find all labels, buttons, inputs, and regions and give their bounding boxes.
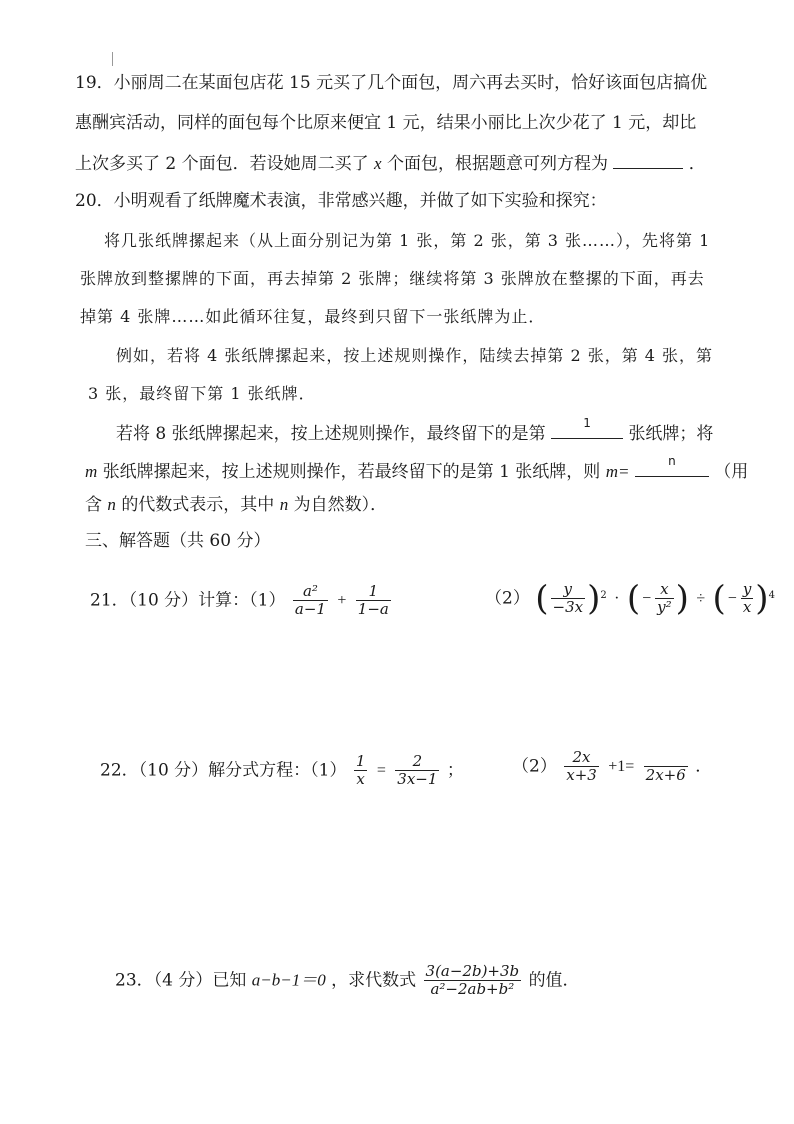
q22-frac-left-den: x <box>354 770 368 788</box>
q20-q2-text: 张纸牌摞起来，按上述规则操作，若最终留下的是第 1 张纸牌，则 <box>102 462 601 482</box>
q20-rule-line-2: 张牌放到整摞牌的下面，再去掉第 2 张牌；继续将第 3 张牌放在整摞的下面，再去 <box>80 269 705 288</box>
q20-example-line-2: 3 张，最终留下第 1 张纸牌． <box>88 384 316 403</box>
q20-var-m: m <box>85 462 98 481</box>
q21-label-2: （2） <box>485 588 530 609</box>
q21-p2-frac-1-num: y <box>563 580 573 598</box>
q21-p2-frac-2-den: y² <box>657 598 672 616</box>
q20-var-n-2: n <box>279 495 289 514</box>
q21-plus: + <box>337 591 347 609</box>
q20-q3-mid: 的代数式表示，其中 <box>121 495 275 515</box>
q22-frac-right-den: 3x−1 <box>397 770 438 788</box>
q20-question-line-1 <box>116 416 714 445</box>
q22-frac-left-num: 1 <box>355 752 366 770</box>
q19-text-pre: 上次多买了 2 个面包．若设她周二买了 <box>75 154 369 174</box>
q19-answer-blank[interactable] <box>613 150 683 169</box>
q22-plus-one: +1= <box>608 757 635 775</box>
q21-part-2: （2） ( $\frac{y}{-3x}$ )$^2$ · ( − $\frac{x}{\text{y²}}$ ) ÷ ( − $\frac{y}{x}$ )$^4$ <box>485 578 775 619</box>
q20-question-line-2 <box>85 454 749 483</box>
q22-part-1 <box>100 750 464 791</box>
q21-frac-1-num: a² <box>302 582 318 600</box>
q20-q3-end: 为自然数）． <box>293 495 388 515</box>
q22-label: 22．（10 分）解分式方程：（1） <box>100 760 347 781</box>
q22-label-2: （2） <box>512 756 557 777</box>
q22-part-2 <box>512 746 712 787</box>
q22-eq: = <box>376 761 386 779</box>
q20-q2-post: （用 <box>714 462 749 482</box>
q22-frac-right-num: 2 <box>412 752 423 770</box>
q21-dot: · <box>614 589 620 607</box>
q21-p2-frac-3-num: y <box>742 580 752 598</box>
q19-period: ． <box>688 154 706 174</box>
q22-p2-frac-2-den: 2x+6 <box>645 766 686 784</box>
q19-var-x: x <box>374 154 382 173</box>
q21-minus-1: − <box>642 589 652 607</box>
q21-p2-frac-1 <box>551 581 586 616</box>
q23-frac-den: a²−2ab+b² <box>424 980 522 998</box>
q20-rule-line-3: 掉第 4 张牌……如此循环往复，最终到只留下一张纸牌为止． <box>80 307 546 326</box>
q21-exp-4: 4 <box>768 590 775 601</box>
q20-q1-text: 若将 8 张纸牌摞起来，按上述规则操作，最终留下的是第 <box>116 424 546 444</box>
q21-part-1 <box>90 580 393 621</box>
q23-mid: ，求代数式 <box>331 970 417 991</box>
q22-p2-frac-2-num <box>644 749 688 766</box>
q21-p2-frac-2 <box>655 581 674 616</box>
q23-label: 23．（4 分）已知 <box>115 970 247 991</box>
q22-p2-frac-2 <box>644 749 688 784</box>
q21-p2-frac-3 <box>741 581 753 616</box>
q23-condition: a−b−1＝0 <box>251 970 326 990</box>
q20-rule-line-1: 将几张纸牌摞起来（从上面分别记为第 1 张，第 2 张，第 3 张……），先将第 1 <box>104 231 711 250</box>
q22-frac-left <box>354 753 368 788</box>
q21-p2-frac-1-den: −3x <box>552 598 584 616</box>
q21-label: 21．（10 分）计算：（1） <box>90 590 286 611</box>
q21-frac-2 <box>356 583 391 618</box>
q20-answer-blank-1[interactable] <box>551 416 623 439</box>
q22-semicolon: ； <box>446 760 464 781</box>
q20-var-n: n <box>107 495 116 514</box>
q20-answer-2: n <box>668 454 676 468</box>
q23-frac-num: 3(a−2b)+3b <box>425 962 520 980</box>
q20-q3-pre: 含 <box>85 495 102 515</box>
q21-p2-frac-2-num: x <box>660 580 669 598</box>
q20-q1-post: 张纸牌；将 <box>628 424 714 444</box>
q22-p2-frac-1-den: x+3 <box>566 766 597 784</box>
q23 <box>115 958 580 1003</box>
q20-m-equals: m= <box>605 462 630 481</box>
q21-exp-2: 2 <box>600 590 607 601</box>
q20-example-line-1: 例如，若将 4 张纸牌摞起来，按上述规则操作，陆续去掉第 2 张，第 4 张，第 <box>116 346 714 365</box>
q22-period: ． <box>695 756 713 777</box>
section-3-title: 三、解答题（共 60 分） <box>85 531 271 551</box>
scan-mark <box>112 52 113 66</box>
q22-frac-right <box>395 753 439 788</box>
q23-end: 的值． <box>528 970 580 991</box>
q22-p2-frac-1-num: 2x <box>572 748 591 766</box>
q19-line-1: 19．小丽周二在某面包店花 15 元买了几个面包，周六再去买时，恰好该面包店搞优 <box>75 73 708 93</box>
q21-frac-2-den: 1−a <box>357 600 389 618</box>
q21-p2-frac-3-den: x <box>741 598 753 616</box>
q21-minus-2: − <box>727 589 737 607</box>
q21-frac-1 <box>293 583 328 618</box>
q20-question-line-3 <box>85 494 387 516</box>
q20-intro: 20．小明观看了纸牌魔术表演，非常感兴趣，并做了如下实验和探究： <box>75 191 607 211</box>
q22-p2-frac-1 <box>564 749 599 784</box>
q21-frac-2-num: 1 <box>368 582 379 600</box>
q19-line-2: 惠酬宾活动，同样的面包每个比原来便宜 1 元，结果小丽比上次少花了 1 元，却比 <box>75 113 697 133</box>
q23-frac <box>424 963 522 998</box>
q20-answer-blank-2[interactable] <box>635 454 709 477</box>
q19-text-post: 个面包，根据题意可列方程为 <box>386 154 608 174</box>
q20-answer-1: 1 <box>583 416 591 430</box>
q21-frac-1-den: a−1 <box>294 600 326 618</box>
q21-div: ÷ <box>696 589 706 607</box>
q19-line-3 <box>75 150 706 175</box>
